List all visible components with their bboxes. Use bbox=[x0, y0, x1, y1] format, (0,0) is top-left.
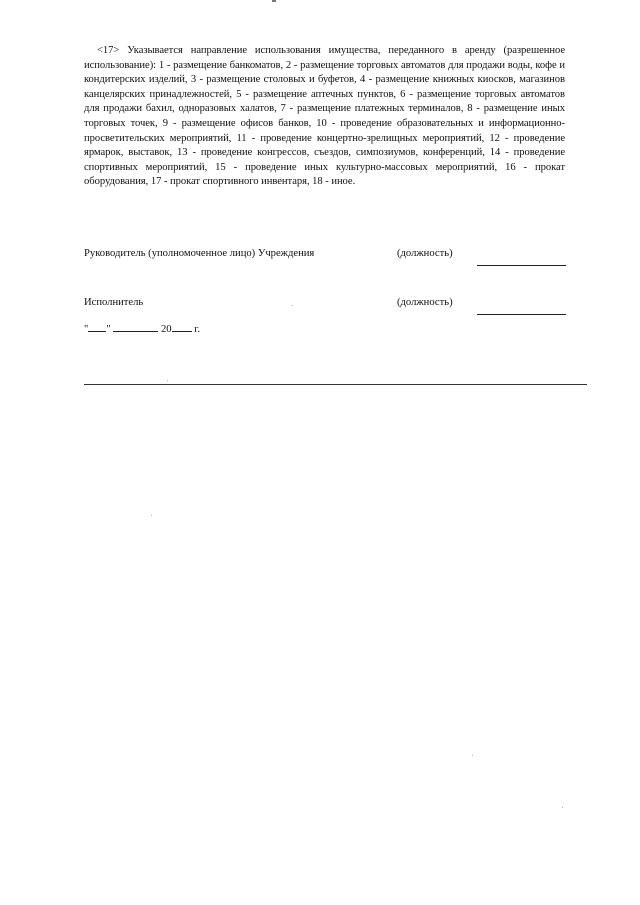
head-signature-line bbox=[477, 265, 566, 266]
year-suffix: г. bbox=[194, 324, 201, 335]
date-line bbox=[84, 322, 200, 335]
executor-signature-line bbox=[477, 314, 566, 315]
bottom-rule bbox=[84, 384, 587, 385]
scan-speck bbox=[562, 807, 563, 808]
date-open-quote: " bbox=[84, 324, 89, 335]
executor-role-label: Исполнитель bbox=[84, 297, 144, 308]
scan-speck bbox=[292, 305, 293, 306]
scan-speck bbox=[167, 380, 168, 381]
year-blank bbox=[172, 322, 192, 332]
head-position-label: (должность) bbox=[397, 248, 453, 259]
scan-speck bbox=[472, 755, 473, 756]
day-blank bbox=[88, 322, 106, 332]
month-blank bbox=[113, 322, 158, 332]
head-role-label: Руководитель (уполномоченное лицо) Учреждения bbox=[84, 248, 315, 259]
date-close-quote: " bbox=[106, 324, 111, 335]
year-prefix: 20 bbox=[160, 324, 172, 335]
scan-speck bbox=[151, 515, 152, 516]
executor-position-label: (должность) bbox=[397, 297, 453, 308]
scan-mark bbox=[272, 0, 276, 2]
executor-signature-row bbox=[84, 297, 566, 319]
footnote-17: <17> Указывается направление использования имущества, переданного в аренду (разрешенное использование): 1 - размещение банкоматов, 2 - размещение торговых автоматов для продажи воды, кофе и кондитерских изделий, 3 - размещение столовых и буфетов, 4 - размещение книжных киосков, магазинов канцелярских принадлежностей, 5 - размещение аптечных пунктов, 6 - размещение торговых автоматов для продажи бахил, одноразовых халатов, 7 - размещение платежных терминалов, 8 - размещение иных торговых точек, 9 - размещение офисов банков, 10 - проведение образовательных и информационно-просветительских мероприятий, 11 - проведение концертно-зрелищных мероприятий, 12 - проведение ярмарок, выставок, 13 - проведение конгрессов, съездов, симпозиумов, конференций, 14 - проведение спортивных мероприятий, 15 - проведение иных культурно-массовых мероприятий, 16 - прокат оборудования, 17 - прокат спортивного инвентаря, 18 - иное. bbox=[84, 45, 565, 188]
head-signature-row bbox=[84, 248, 566, 270]
